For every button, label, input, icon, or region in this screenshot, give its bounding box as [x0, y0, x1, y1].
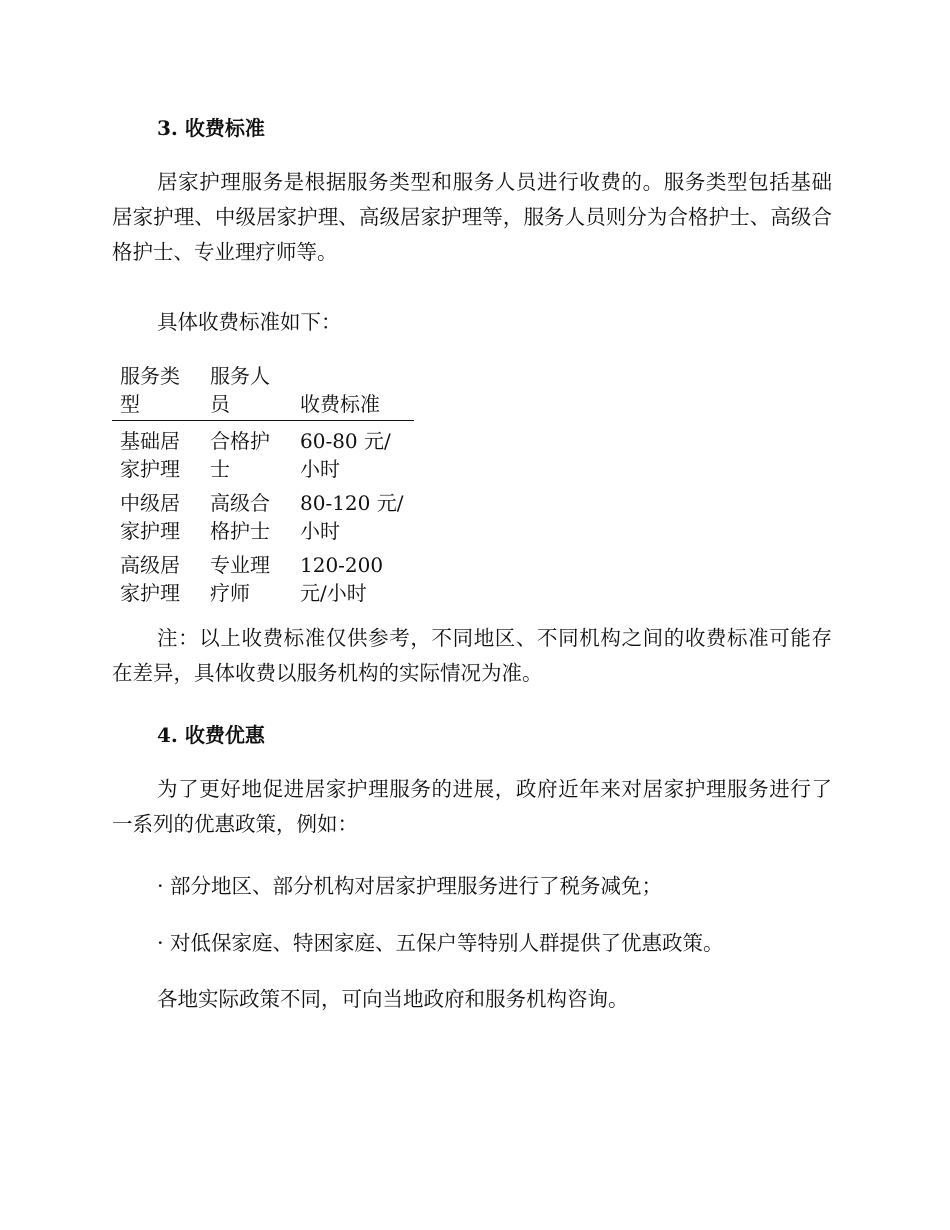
table-row	[112, 421, 414, 484]
fee-note-paragraph: 注：以上收费标准仅供参考，不同地区、不同机构之间的收费标准可能存在差异，具体收费以服务机构的实际情况为准。	[112, 626, 832, 685]
table-cell-fee: 120-200 元/小时	[300, 553, 384, 605]
section-4-heading: 4. 收费优惠	[157, 723, 265, 747]
table-cell-staff: 专业理疗师	[210, 553, 270, 605]
fee-table-lead-text: 具体收费标准如下：	[157, 310, 342, 334]
table-cell-service-type: 中级居家护理	[120, 491, 180, 543]
table-cell-service-type: 基础居家护理	[120, 429, 180, 481]
table-cell-service-type: 高级居家护理	[120, 553, 180, 605]
table-row	[112, 545, 414, 607]
fee-table-header-fee: 收费标准	[292, 362, 414, 421]
table-cell-staff: 高级合格护士	[210, 491, 270, 543]
table-row	[112, 483, 414, 545]
discount-bullet-item: · 对低保家庭、特困家庭、五保户等特别人群提供了优惠政策。	[157, 931, 724, 955]
table-cell-staff: 合格护士	[210, 429, 270, 481]
fee-table-header-service-type: 服务类型	[112, 362, 202, 421]
section-3-heading: 3. 收费标准	[157, 116, 265, 140]
section-3-intro-paragraph: 居家护理服务是根据服务类型和服务人员进行收费的。服务类型包括基础居家护理、中级居家护理、高级居家护理等，服务人员则分为合格护士、高级合格护士、专业理疗师等。	[112, 170, 832, 264]
closing-paragraph: 各地实际政策不同，可向当地政府和服务机构咨询。	[157, 987, 629, 1011]
table-cell-fee: 60-80 元/小时	[300, 429, 391, 481]
section-4-intro-paragraph: 为了更好地促进居家护理服务的进展，政府近年来对居家护理服务进行了一系列的优惠政策，例如：	[112, 777, 832, 836]
fee-table-header-row	[112, 362, 414, 421]
discount-bullet-item: · 部分地区、部分机构对居家护理服务进行了税务减免；	[157, 874, 663, 898]
fee-table	[112, 362, 414, 607]
table-cell-fee: 80-120 元/小时	[300, 491, 404, 543]
fee-table-header-staff: 服务人员	[202, 362, 292, 421]
